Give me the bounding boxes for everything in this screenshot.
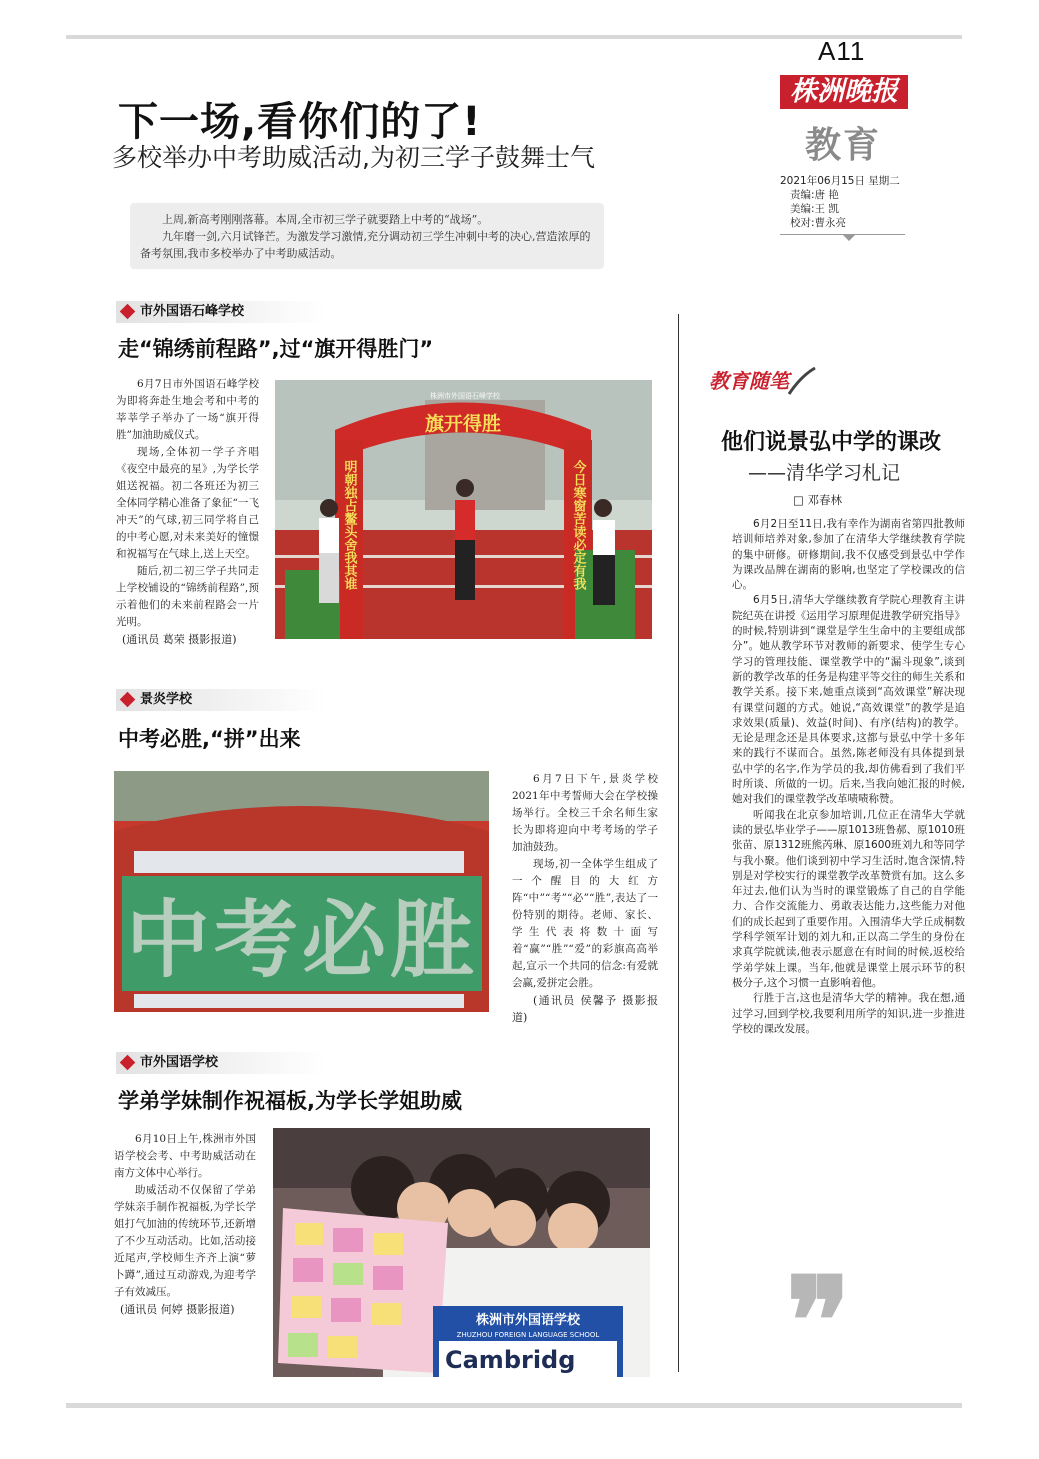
page-headline: 下一场,看你们的了!: [118, 99, 482, 145]
banner-right: 今日寒窗苦读必定有我: [570, 460, 586, 590]
photo-credit: (通讯员 葛荣 摄影报道): [122, 633, 237, 646]
section-title: 教育: [805, 125, 882, 166]
intro-paragraph: 上周,新高考刚刚落幕。本周,全市初三学子就要踏上中考的“战场”。: [162, 213, 489, 226]
essay-author: □ 邓春林: [793, 493, 843, 507]
newspaper-logo: 株洲晚报: [780, 75, 908, 109]
page-subheadline: 多校举办中考助威活动,为初三学子鼓舞士气: [112, 143, 595, 172]
meta-arrow-icon: [842, 234, 856, 241]
editor: 责编:唐 艳: [790, 189, 839, 201]
article-title: 中考必胜,“拼”出来: [118, 727, 301, 751]
issue-meta: [780, 174, 910, 230]
essay-title: 他们说景弘中学的课改: [720, 430, 941, 455]
formation-text: 中考必胜: [125, 891, 479, 989]
arch-sign: 株洲市外国语石峰学校: [430, 392, 500, 400]
column-divider: [678, 314, 679, 1372]
article-photo: [114, 771, 489, 1012]
intro-box: [130, 203, 604, 269]
photo-credit: (通讯员 何婷 摄影报道): [120, 1303, 235, 1316]
essay-column-badge: [709, 364, 819, 400]
article-photo: [275, 380, 652, 639]
sign-cn: 株洲市外国语学校: [475, 1313, 581, 1328]
article-body: 6月7日下午,景炎学校2021年中考誓师大会在学校操场举行。全校三千余名师生家长为即将迎向中考考场的学子加油鼓劲。 现场,初一全体学生组成了一个醒目的大红方阵“中”“考”“必”“胜”,表达了一份特别的期待。老师、家长、学生代表将数十面写着“赢”“胜”“爱”的彩旗高高举起,宣示一个共同的信念:有爱就会赢,爱拼定会胜。 (通讯员 侯馨予 摄影报道): [512, 773, 658, 1024]
article-body: 6月7日市外国语石峰学校为即将奔赴生地会考和中考的莘莘学子举办了一场“旗开得胜”加油助威仪式。 现场,全体初一学子齐唱《夜空中最亮的星》,为学长学姐送祝福。初二各班还为初三全体同学精心准备了象征“一飞冲天”的气球,初三同学将自己的中考心愿,对未来美好的憧憬和祝福写在气球上,送上天空。 随后,初二初三学子共同走上学校铺设的“锦绣前程路”,预示着他们的未来前程路会一片光明。 (通讯员 葛荣 摄影报道): [116, 378, 259, 646]
essay-body: 6月2日至11日,我有幸作为湖南省第四批教师培训师培养对象,参加了在清华大学继续教育学院的集中研修。研修期间,我不仅感受到景弘中学作为课改品牌在湖南的影响,也坚定了学校课改的信心。 6月5日,清华大学继续教育学院心理教育主讲院纪英在讲授《运用学习原理促进教学研究指导》的时候,特别讲到“课堂是学生生命中的主要组成部分”。她从教学环节对教师的新要求、使学生专心学习的管理技能、课堂教学中的“漏斗现象”,谈到新的教学改革的任务是构建平等交往的师生关系和教学关系。接下来,她重点谈到“高效课堂”解决现有课堂问题的方式。她说,“高效课堂”的教学是追求效果(质量)、效益(时间)、有序(结构)的教学。无论是理念还是具体要求,这都与景弘中学十多年来的践行不谋而合。虽然,陈老师没有具体提到景弘中学的名字,作为学员的我,却仿佛看到了我们平时所谈、所做的一切。后来,当我向她汇报的时候,她对我们的课堂教学改革啧啧称赞。 听闻我在北京参加培训,几位正在清华大学就读的景弘毕业学子——原1013班鲁郝、原1010班张苗、原1312班熊芮琳、原1600班刘九和等同学与我小聚。他们谈到初中学习生活时,饱含深情,特别是对学校实行的课堂教学改革赞赏有加。这么多年过去,他们认为当时的课堂锻炼了自己的自学能力、合作交流能力、勇敢表达能力,这些能力对他们的成长起到了重要作用。入围清华大学丘成桐数学科学领军计划的刘九和,正以高二学生的身份在求真学院就读,他表示愿意在有时间的时候,返校给学弟学妹上课。当年,他就是课堂上展示环节的积极分子,这个习惯一直影响着他。 行胜于言,这也是清华大学的精神。我在想,通过学习,回到学校,我要利用所学的知识,进一步推进学校的课改发展。: [732, 518, 965, 1035]
school-tag: 市外国语石峰学校: [116, 301, 326, 323]
issue-date: 2021年06月15日 星期二: [780, 175, 900, 187]
article-title: 走“锦绣前程路”,过“旗开得胜门”: [118, 337, 434, 361]
intro-paragraph: 九年磨一剑,六月试锋芒。为激发学习激情,充分调动初三学生冲刺中考的决心,营造浓厚的备考氛围,我市多校举办了中考助威活动。: [140, 230, 591, 260]
bottom-rule: [66, 1403, 962, 1408]
essay-subtitle: ——清华学习札记: [748, 462, 901, 484]
article-photo: [273, 1128, 650, 1377]
article-body: 6月10日上午,株洲市外国语学校会考、中考助威活动在南方文体中心举行。 助威活动不仅保留了学弟学妹亲手制作祝福板,为学长学姐打气加油的传统环节,还新增了不少互动活动。比如,活动接近尾声,学校师生齐齐上演“萝卜蹲”,通过互动游戏,为迎考学子有效减压。 (通讯员 何婷 摄影报道): [114, 1133, 256, 1316]
sign-en: ZHUZHOU FOREIGN LANGUAGE SCHOOL: [456, 1331, 600, 1339]
photo-credit: (通讯员 侯馨予 摄影报道): [512, 994, 658, 1024]
banner-left: 明朝独占鳌头舍我其谁: [341, 460, 357, 590]
proofreader: 校对:曹永亮: [790, 217, 847, 229]
quote-icon: ❞: [786, 1251, 851, 1392]
school-tag: 景炎学校: [116, 689, 326, 711]
sign-big: Cambridg: [445, 1346, 576, 1374]
school-tag: 市外国语学校: [116, 1052, 326, 1074]
designer: 美编:王 凯: [790, 203, 839, 215]
article-title: 学弟学妹制作祝福板,为学长学姐助威: [118, 1089, 462, 1113]
page-number: A11: [818, 36, 866, 66]
arch-text: 旗开得胜: [424, 413, 502, 435]
column-name: 教育随笔: [709, 369, 789, 393]
